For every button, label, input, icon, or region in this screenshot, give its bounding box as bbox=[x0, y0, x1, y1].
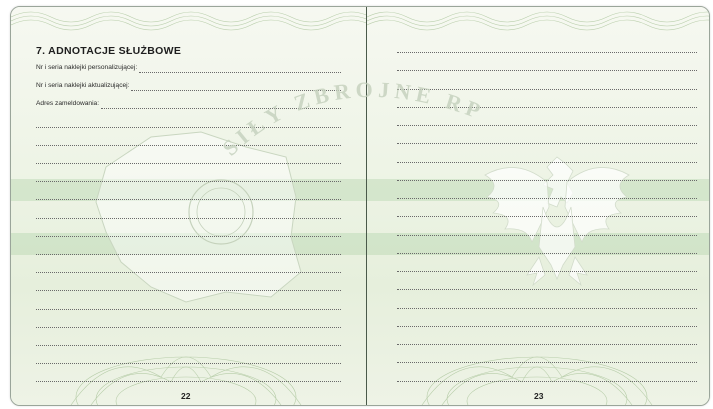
page-number: 22 bbox=[181, 391, 191, 401]
field-label: Adres zameldowania: bbox=[36, 100, 100, 108]
watermark-text-path: SIŁY ZBROJNE RP bbox=[217, 76, 489, 161]
svg-text:SIŁY ZBROJNE RP bbox=[217, 77, 488, 161]
field-label: Nr i seria naklejki personalizującej: bbox=[36, 64, 138, 71]
field-label: Nr i seria naklejki aktualizującej: bbox=[36, 82, 130, 90]
watermark-text bbox=[11, 7, 709, 405]
document-booklet bbox=[10, 6, 710, 406]
section-title: 7. ADNOTACJE SŁUŻBOWE bbox=[36, 45, 182, 57]
page-number: 23 bbox=[534, 391, 544, 401]
